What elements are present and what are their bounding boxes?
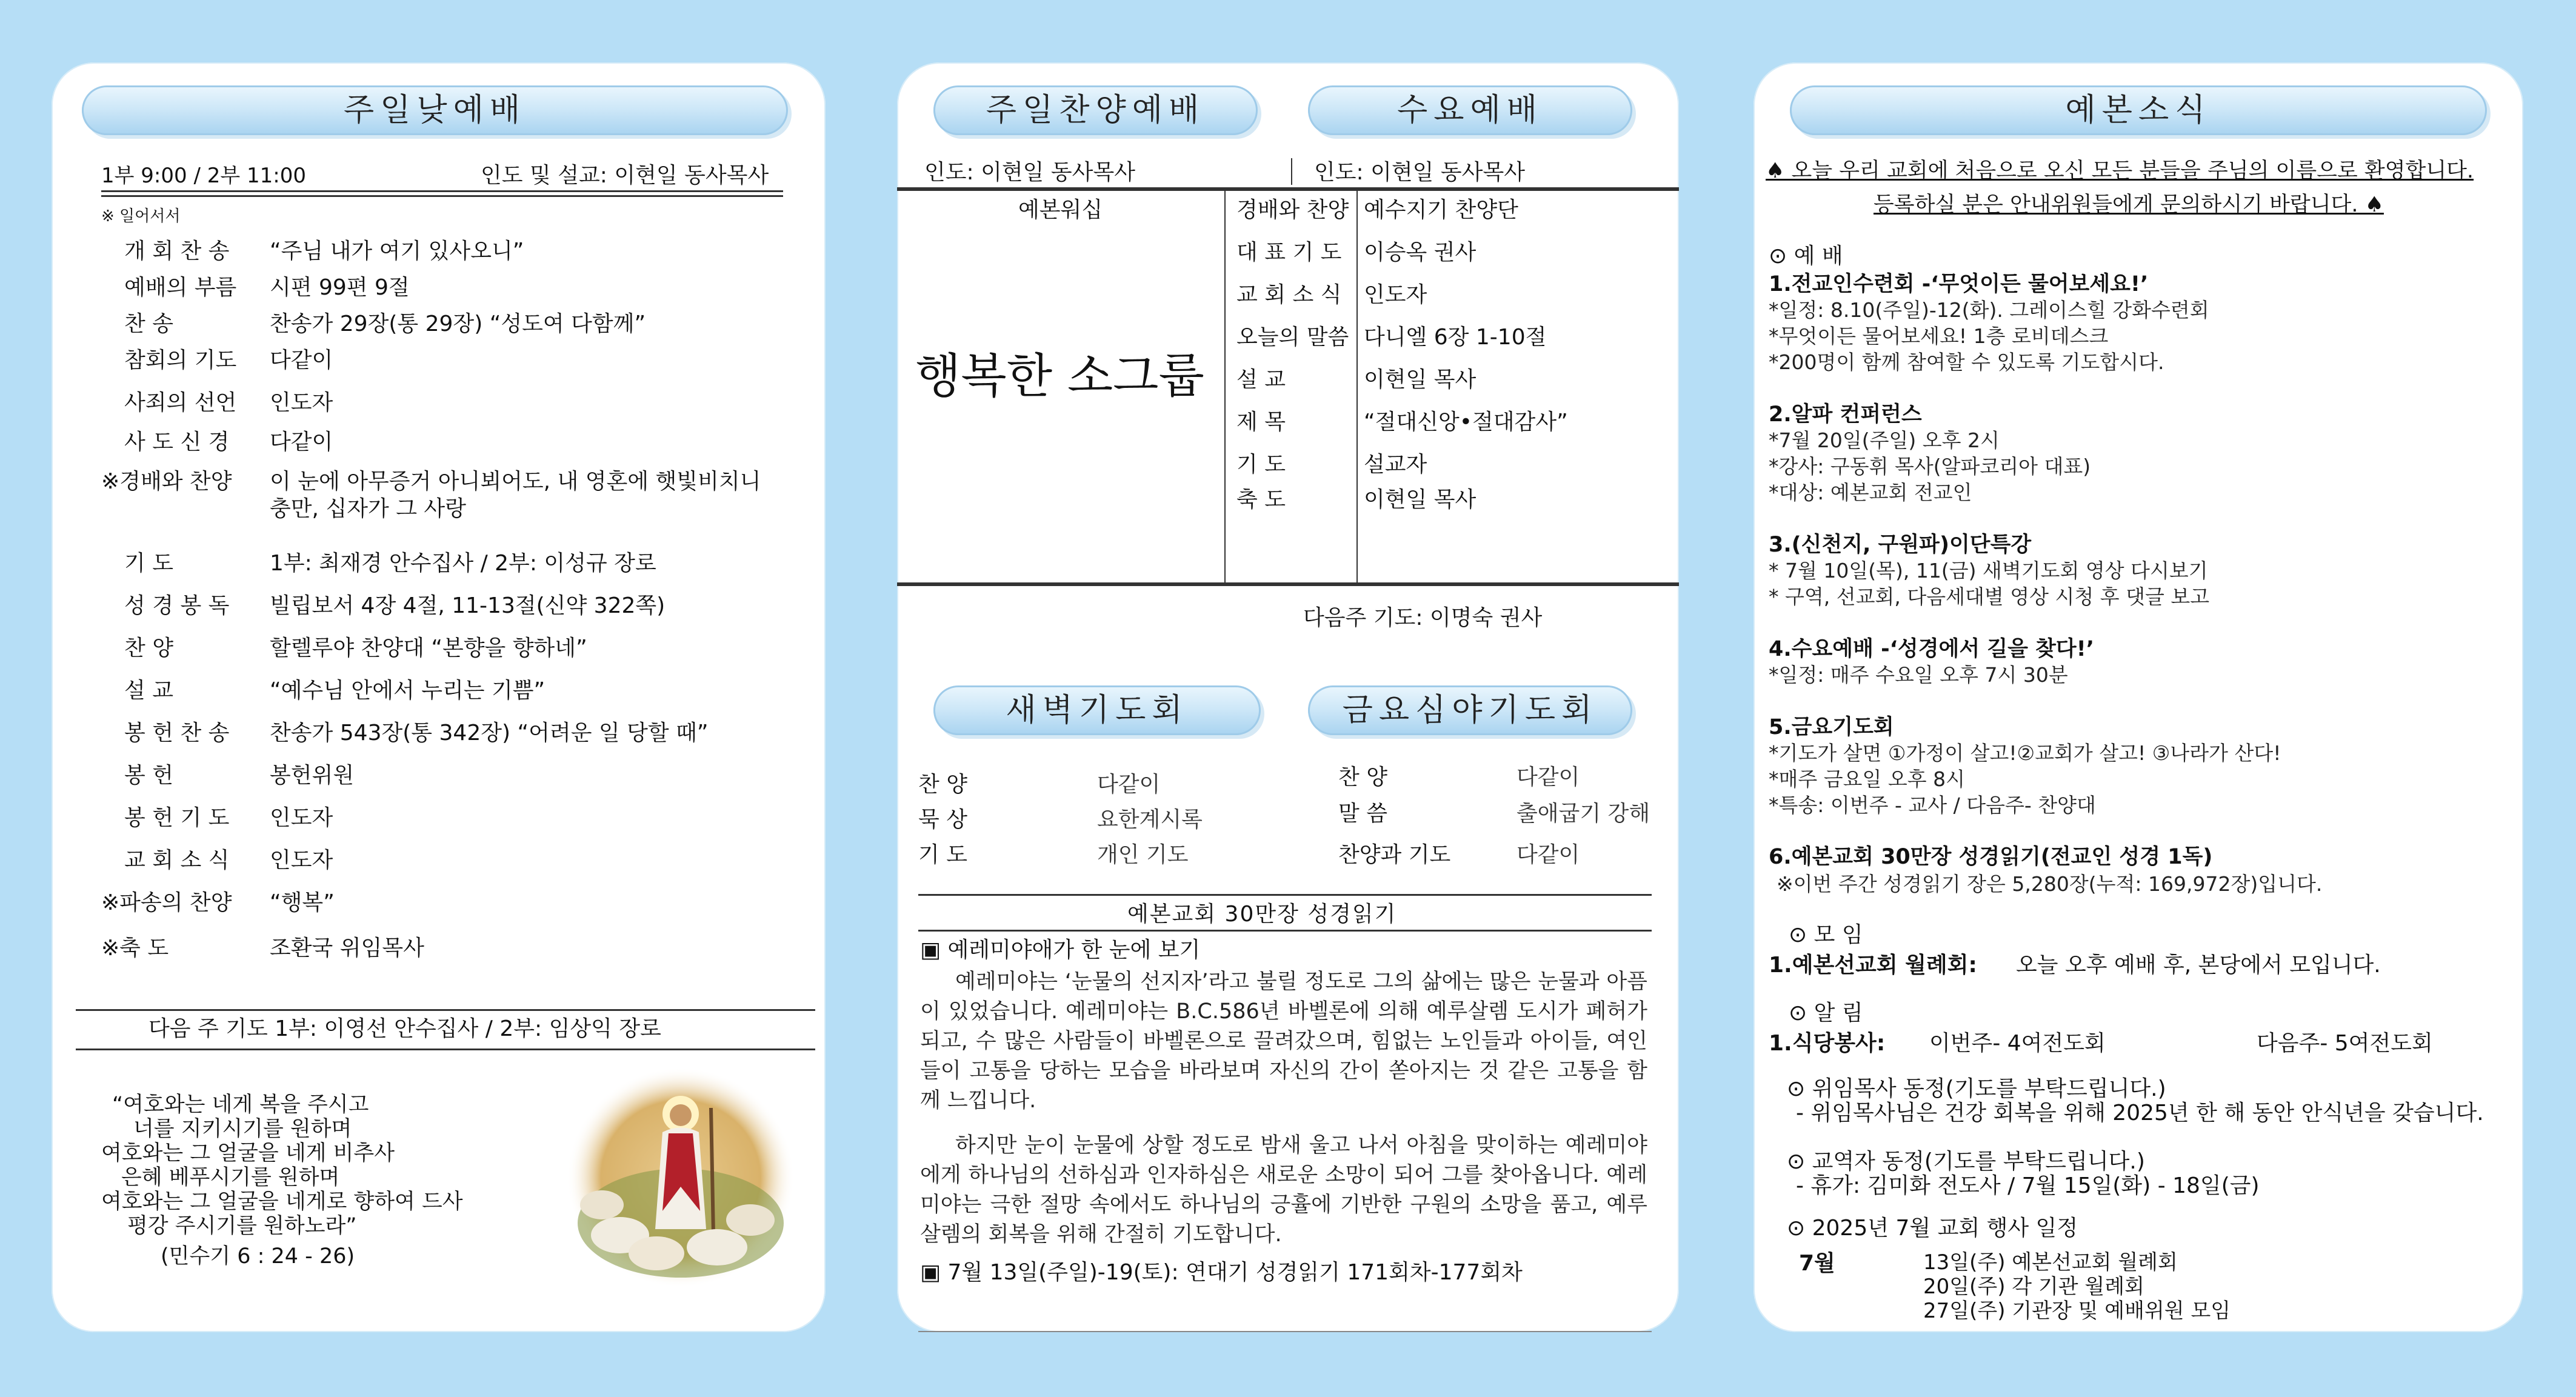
news-item: 1.전교인수련회 -‘무엇이든 물어보세요!’ [1769,272,2149,296]
notice-1-this-week: 이번주- 4여전도회 [1929,1031,2106,1056]
wednesday-order-label: 설 교 [1236,367,1286,392]
dawn-order-text: 다같이 [1097,772,1161,797]
order-text: 찬송가 543장(통 342장) “어려운 일 당할 때” [270,721,709,745]
order-label: 성 경 봉 독 [124,593,230,618]
dawn-order-label: 기 도 [918,842,967,867]
news-item: 5.금요기도회 [1769,715,1894,739]
friday-order-label: 찬양과 기도 [1338,842,1451,867]
news-item: *7월 20일(주일) 오후 2시 [1769,428,2000,452]
order-text: 충만, 십자가 그 사랑 [270,496,466,521]
order-label: 봉 헌 [124,763,173,788]
staff-news-title: ⊙ 교역자 동정(기도를 부탁드립니다.) [1787,1149,2145,1174]
welcome-line-1: ♠ 오늘 우리 교회에 처음으로 오신 모든 분들을 주님의 이름으로 환영합니다. [1766,159,2474,183]
section-worship: ⊙ 예 배 [1769,244,1843,268]
bible-reading-paragraph-2: 하지만 눈이 눈물에 상할 정도로 밤새 울고 나서 아침을 맞이하는 예레미야에게 하나님의 선하심과 인자하심은 새로운 소망이 되어 그를 찾아옵니다. 예레미야는 극한 절망 속에서도 하나님의 긍휼에 기반한 구원의 소망을 품고, 예루살렘의 회복을 위해 간절히 기도합니다. [920,1133,1647,1247]
news-item: *매주 금요일 오후 8시 [1769,767,1965,791]
bible-reading-title: 예본교회 30만장 성경읽기 [1127,902,1397,927]
dawn-order-label: 찬 양 [918,772,967,797]
order-label: 사 도 신 경 [124,430,230,455]
service-leader: 인도 및 설교: 이현일 동사목사 [481,163,769,188]
news-item: *특송: 이번주 - 교사 / 다음주- 찬양대 [1769,793,2096,817]
divider [918,894,1652,896]
order-text: 할렐루야 찬양대 “본향을 향하네” [270,636,587,661]
order-text: 인도자 [270,848,333,873]
news-title: 예본소식 [1790,85,2487,135]
order-label: 기 도 [124,551,173,576]
section-meetings: ⊙ 모 임 [1789,922,1863,947]
notice-1-label: 1.식당봉사: [1769,1031,1886,1056]
sunday-praise-header: 예본워십 [1018,198,1103,222]
events-month: 7월 [1799,1251,1835,1276]
wednesday-order-text: 이현일 목사 [1364,487,1477,512]
order-text: 찬송가 29장(통 29장) “성도여 다함께” [270,312,646,336]
wednesday-order-label: 경배와 찬양 [1236,198,1349,222]
divider [1224,191,1226,585]
event-item: 13일(주) 예본선교회 월례회 [1923,1250,2178,1275]
wednesday-title: 수요예배 [1308,85,1632,135]
section-notices: ⊙ 알 림 [1789,1001,1863,1025]
wednesday-order-text: “절대신앙•절대감사” [1364,410,1568,435]
church-news-panel [1753,62,2523,1332]
news-item: 6.예본교회 30만장 성경읽기(전교인 성경 1독) [1769,845,2213,869]
order-text: 조환국 위임목사 [270,936,424,961]
news-item: *일정: 8.10(주일)-12(화). 그레이스힐 강화수련회 [1769,298,2209,322]
dawn-order-label: 묵 상 [918,807,967,832]
meeting-1-text: 오늘 오후 예배 후, 본당에서 모입니다. [2016,953,2381,978]
verse-line: 여호와는 그 얼굴을 네게 비추사 [101,1141,395,1165]
order-text: 1부: 최재경 안수집사 / 2부: 이성규 장로 [270,551,656,576]
bible-reading-week: ▣ 7월 13일(주일)-19(토): 연대기 성경읽기 171회차-177회차 [920,1260,1523,1285]
verse-line: 너를 지키시기를 원하며 [133,1117,352,1141]
order-label: 봉 헌 기 도 [124,805,230,830]
notice-1-next-week: 다음주- 5여전도회 [2257,1031,2433,1056]
order-text: 봉헌위원 [270,763,355,788]
order-label: 예배의 부름 [124,275,237,300]
news-item: * 구역, 선교회, 다음세대별 영상 시청 후 댓글 보고 [1769,585,2210,608]
verse-line: “여호와는 네게 복을 주시고 [112,1093,369,1117]
event-item: 27일(주) 기관장 및 예배위원 모임 [1923,1299,2231,1323]
order-text: 시편 99편 9절 [270,275,410,300]
next-week-prayer: 다음주 기도: 이명숙 권사 [1303,605,1543,630]
order-label: 봉 헌 찬 송 [124,721,230,745]
wednesday-order-text: 다니엘 6장 1-10절 [1364,325,1547,350]
verse-line: 여호와는 그 얼굴을 네게로 향하여 드사 [101,1190,463,1214]
order-label: ※파송의 찬양 [101,890,232,915]
verse-line: 평강 주시기를 원하노라” [127,1214,357,1238]
divider [897,187,1679,191]
wednesday-order-text: 인도자 [1364,282,1427,307]
meeting-1-label: 1.예본선교회 월례회: [1769,953,1977,978]
order-text: 다같이 [270,348,333,373]
divider [76,1049,815,1050]
wednesday-order-label: 축 도 [1236,487,1286,512]
shepherd-illustration [566,1065,796,1290]
service-times: 1부 9:00 / 2부 11:00 [101,164,306,188]
bible-reading-paragraph-1: 예레미야는 ‘눈물의 선지자’라고 불릴 정도로 그의 삶에는 많은 눈물과 아픔이 있었습니다. 예레미야는 B.C.586년 바벨론에 의해 예루살렘 도시가 폐허가 되고, 수 많은 사람들이 바벨론으로 끌려갔으며, 힘없는 노인들과 아이들, 여인들이 고통을 당하는 모습을 바라보며 자신의 간이 쏟아지는 것 같은 고통을 함께 느낍니다. [920,970,1647,1113]
verse-line: 은혜 베푸시기를 원하며 [121,1165,340,1190]
order-text: 빌립보서 4장 4절, 11-13절(신약 322쪽) [270,593,666,618]
order-label: 사죄의 선언 [124,390,237,415]
event-item: 20일(주) 각 기관 월례회 [1923,1275,2144,1299]
order-label: 설 교 [124,678,173,703]
order-text: 인도자 [270,805,333,830]
divider [1291,158,1292,185]
news-item: *일정: 매주 수요일 오후 7시 30분 [1769,663,2068,687]
wednesday-order-text: 설교자 [1364,452,1427,477]
divider [897,582,1679,586]
friday-order-text: 출애굽기 강해 [1517,801,1650,826]
wednesday-order-text: 예수지기 찬양단 [1364,198,1518,222]
news-item: *기도가 살면 ①가정이 살고!②교회가 살고! ③나라가 산다! [1769,741,2281,765]
pastor-news-title: ⊙ 위임목사 동정(기도를 부탁드립니다.) [1787,1076,2166,1101]
sunday-praise-title: 주일찬양예배 [933,85,1258,135]
order-label: 찬 송 [124,312,173,336]
panel-title: 주일낮예배 [82,85,788,135]
wednesday-order-label: 대 표 기 도 [1236,240,1342,265]
divider [101,190,783,192]
news-item: * 7월 10일(목), 11(금) 새벽기도회 영상 다시보기 [1769,559,2208,582]
events-title: ⊙ 2025년 7월 교회 행사 일정 [1787,1216,2078,1241]
dawn-prayer-title: 새벽기도회 [933,685,1261,735]
order-label: 찬 양 [124,636,173,661]
divider [918,1331,1652,1332]
order-label: ※경배와 찬양 [101,469,232,494]
order-text: “주님 내가 여기 있사오니” [270,239,524,264]
wednesday-order-text: 이승옥 권사 [1364,240,1477,265]
news-item: 3.(신천지, 구원파)이단특강 [1769,533,2032,557]
standing-note: ※ 일어서서 [101,207,181,225]
dawn-order-text: 개인 기도 [1097,842,1189,867]
welcome-line-2: 등록하실 분은 안내위원들에게 문의하시기 바랍니다. ♠ [1874,193,2384,217]
wednesday-order-label: 기 도 [1236,452,1286,477]
order-label: 참회의 기도 [124,348,237,373]
divider [1356,191,1358,585]
divider [101,195,783,197]
next-week-prayer: 다음 주 기도 1부: 이영선 안수집사 / 2부: 임상익 장로 [148,1016,661,1041]
order-label: ※축 도 [101,936,169,961]
order-text: “예수님 안에서 누리는 기쁨” [270,678,546,703]
dawn-order-text: 요한계시록 [1097,807,1203,832]
wednesday-order-label: 오늘의 말씀 [1236,325,1349,350]
news-item: ※이번 주간 성경읽기 장은 5,280장(누적: 169,972장)입니다. [1777,872,2323,896]
sunday-praise-theme: 행복한 소그룹 [915,349,1204,404]
friday-prayer-title: 금요심야기도회 [1308,685,1632,735]
wednesday-order-text: 이현일 목사 [1364,367,1477,392]
order-label: 교 회 소 식 [124,848,230,873]
bible-reading-subtitle: ▣ 예레미야애가 한 눈에 보기 [920,938,1201,962]
wednesday-order-label: 교 회 소 식 [1236,282,1342,307]
evening-service-panel [897,62,1679,1332]
divider [918,930,1652,932]
divider [76,1009,815,1011]
friday-order-label: 찬 양 [1338,765,1387,790]
news-item: *무엇이든 물어보세요! 1층 로비데스크 [1769,324,2109,348]
order-label: 개 회 찬 송 [124,239,230,264]
wednesday-leader: 인도: 이현일 동사목사 [1314,160,1525,185]
friday-order-text: 다같이 [1517,765,1580,790]
wednesday-order-label: 제 목 [1236,410,1286,435]
order-text: 인도자 [270,390,333,415]
pastor-news-text: - 위임목사님은 건강 회복을 위해 2025년 한 해 동안 안식년을 갖습니다. [1796,1101,2484,1125]
sunday-morning-panel [52,62,826,1332]
order-text: “행복” [270,890,335,915]
order-text: 다같이 [270,430,333,455]
news-item: *200명이 함께 참여할 수 있도록 기도합시다. [1769,350,2164,374]
friday-order-label: 말 씀 [1338,801,1387,826]
news-item: 2.알파 컨퍼런스 [1769,402,1922,427]
news-item: 4.수요예배 -‘성경에서 길을 찾다!’ [1769,637,2095,661]
sunday-praise-leader: 인도: 이현일 동사목사 [924,160,1135,185]
order-text: 이 눈에 아무증거 아니뵈어도, 내 영혼에 햇빛비치니 [270,469,761,494]
friday-order-text: 다같이 [1517,842,1580,867]
news-item: *강사: 구동휘 목사(알파코리아 대표) [1769,455,2091,478]
staff-news-text: - 휴가: 김미화 전도사 / 7월 15일(화) - 18일(금) [1796,1173,2260,1198]
verse-line: (민수기 6 : 24 - 26) [161,1244,355,1269]
news-item: *대상: 예본교회 전교인 [1769,481,1972,504]
